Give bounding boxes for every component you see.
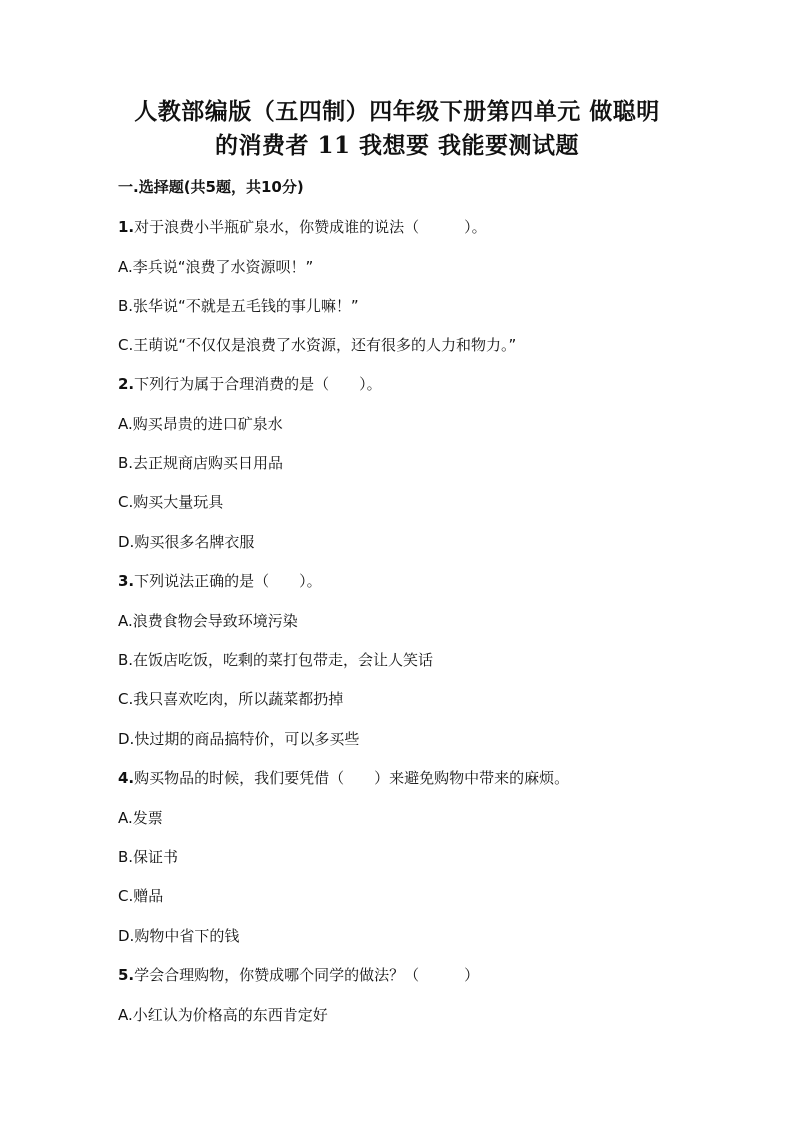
question-stem: 下列说法正确的是（ ）。 xyxy=(134,572,322,590)
question-1 xyxy=(118,217,487,237)
option-4a: A.发票 xyxy=(118,809,163,827)
question-4 xyxy=(118,768,569,788)
option-3b: B.在饭店吃饭，吃剩的菜打包带走，会让人笑话 xyxy=(118,651,434,669)
option-3a: A.浪费食物会导致环境污染 xyxy=(118,612,298,630)
option-1b: B.张华说“不就是五毛钱的事儿嘛！” xyxy=(118,297,359,315)
option-1c: C.王萌说“不仅仅是浪费了水资源，还有很多的人力和物力。” xyxy=(118,336,517,354)
option-2c: C.购买大量玩具 xyxy=(118,493,224,511)
option-2d: D.购买很多名牌衣服 xyxy=(118,533,255,551)
option-3c: C.我只喜欢吃肉，所以蔬菜都扔掉 xyxy=(118,690,344,708)
question-3 xyxy=(118,571,322,591)
option-1a: A.李兵说“浪费了水资源呗！” xyxy=(118,258,314,276)
section-heading: 一.选择题(共5题，共10分) xyxy=(118,178,304,196)
question-number: 1. xyxy=(118,218,135,236)
question-2 xyxy=(118,374,382,394)
option-4b: B.保证书 xyxy=(118,848,179,866)
option-3d: D.快过期的商品搞特价，可以多买些 xyxy=(118,730,360,748)
option-4d: D.购物中省下的钱 xyxy=(118,927,240,945)
question-number: 2. xyxy=(118,375,135,393)
option-5a: A.小红认为价格高的东西肯定好 xyxy=(118,1006,328,1024)
page-title-line-1: 人教部编版（五四制）四年级下册第四单元 做聪明 xyxy=(134,98,660,125)
question-stem: 购买物品的时候，我们要凭借（ ）来避免购物中带来的麻烦。 xyxy=(134,769,570,787)
question-5 xyxy=(118,965,479,985)
page-title-line-2: 的消费者 11 我想要 我能要测试题 xyxy=(214,132,580,159)
question-stem: 学会合理购物，你赞成哪个同学的做法？（ ） xyxy=(134,966,480,984)
question-number: 4. xyxy=(118,769,135,787)
question-number: 5. xyxy=(118,966,135,984)
option-2a: A.购买昂贵的进口矿泉水 xyxy=(118,415,283,433)
option-4c: C.赠品 xyxy=(118,887,164,905)
question-stem: 对于浪费小半瓶矿泉水，你赞成谁的说法（ ）。 xyxy=(134,218,487,236)
question-number: 3. xyxy=(118,572,135,590)
option-2b: B.去正规商店购买日用品 xyxy=(118,454,284,472)
question-stem: 下列行为属于合理消费的是（ ）。 xyxy=(134,375,382,393)
